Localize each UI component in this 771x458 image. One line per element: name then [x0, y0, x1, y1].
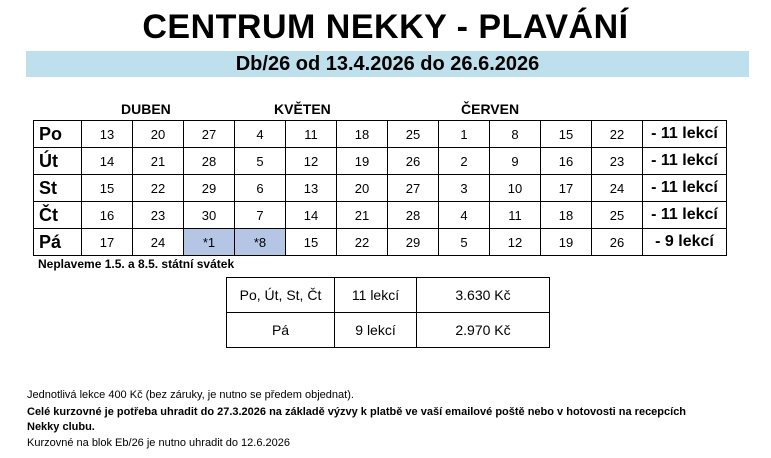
weekday-label: St	[34, 175, 82, 202]
date-cell: 20	[133, 121, 184, 148]
date-cell: 23	[133, 202, 184, 229]
month-label-june: ČERVEN	[461, 101, 520, 117]
weekday-label: Po	[34, 121, 82, 148]
pricing-price: 2.970 Kč	[417, 313, 550, 348]
lesson-count: - 11 lekcí	[643, 148, 727, 175]
pricing-lessons: 11 lekcí	[335, 278, 417, 313]
date-cell: 2	[439, 148, 490, 175]
date-cell: 3	[439, 175, 490, 202]
pricing-days: Po, Út, St, Čt	[227, 278, 335, 313]
date-cell: 21	[337, 202, 388, 229]
schedule-row	[34, 121, 727, 148]
date-cell: 15	[286, 229, 337, 256]
pricing-days: Pá	[227, 313, 335, 348]
date-cell: 4	[439, 202, 490, 229]
weekday-label: Pá	[34, 229, 82, 256]
date-cell: 23	[592, 148, 643, 175]
schedule-row	[34, 202, 727, 229]
date-cell: 22	[592, 121, 643, 148]
date-cell: 18	[541, 202, 592, 229]
date-cell: 14	[82, 148, 133, 175]
date-cell: 15	[541, 121, 592, 148]
pricing-lessons: 9 lekcí	[335, 313, 417, 348]
date-cell: 27	[184, 121, 235, 148]
date-cell: 8	[490, 121, 541, 148]
holiday-date-cell: *1	[184, 229, 235, 256]
footer-single-lesson: Jednotlivá lekce 400 Kč (bez záruky, je nutno se předem objednat).	[27, 389, 354, 401]
pricing-row	[227, 278, 550, 313]
pricing-table	[226, 277, 550, 348]
date-cell: 15	[82, 175, 133, 202]
footer-payment-deadline-cont: Nekky clubu.	[27, 421, 95, 433]
date-cell: 24	[133, 229, 184, 256]
date-cell: 7	[235, 202, 286, 229]
date-cell: 19	[541, 229, 592, 256]
month-header-row	[0, 101, 771, 119]
date-cell: 5	[235, 148, 286, 175]
date-cell: 5	[439, 229, 490, 256]
date-cell: 30	[184, 202, 235, 229]
date-cell: 25	[388, 121, 439, 148]
pricing-row	[227, 313, 550, 348]
schedule-row	[34, 148, 727, 175]
date-cell: 22	[133, 175, 184, 202]
date-cell: 25	[592, 202, 643, 229]
date-cell: 19	[337, 148, 388, 175]
lesson-count: - 11 lekcí	[643, 175, 727, 202]
lesson-count: - 11 lekcí	[643, 202, 727, 229]
date-cell: 6	[235, 175, 286, 202]
holiday-date-cell: *8	[235, 229, 286, 256]
date-cell: 10	[490, 175, 541, 202]
holiday-note: Neplaveme 1.5. a 8.5. státní svátek	[38, 257, 235, 271]
date-cell: 29	[388, 229, 439, 256]
weekday-label: Čt	[34, 202, 82, 229]
date-cell: 24	[592, 175, 643, 202]
date-cell: 17	[82, 229, 133, 256]
schedule-table	[33, 120, 727, 256]
date-cell: 22	[337, 229, 388, 256]
date-cell: 12	[490, 229, 541, 256]
date-cell: 1	[439, 121, 490, 148]
term-banner: Db/26 od 13.4.2026 do 26.6.2026	[26, 51, 749, 77]
date-cell: 28	[388, 202, 439, 229]
date-cell: 16	[82, 202, 133, 229]
date-cell: 17	[541, 175, 592, 202]
weekday-label: Út	[34, 148, 82, 175]
date-cell: 27	[388, 175, 439, 202]
date-cell: 12	[286, 148, 337, 175]
date-cell: 9	[490, 148, 541, 175]
footer-payment-deadline: Celé kurzovné je potřeba uhradit do 27.3.2026 na základě výzvy k platbě ve vaší emailové poště nebo v hotovosti na recepcích	[27, 406, 687, 418]
date-cell: 28	[184, 148, 235, 175]
date-cell: 26	[592, 229, 643, 256]
month-label-may: KVĚTEN	[274, 101, 331, 117]
date-cell: 4	[235, 121, 286, 148]
date-cell: 20	[337, 175, 388, 202]
date-cell: 21	[133, 148, 184, 175]
date-cell: 11	[490, 202, 541, 229]
date-cell: 18	[337, 121, 388, 148]
lesson-count: - 11 lekcí	[643, 121, 727, 148]
date-cell: 14	[286, 202, 337, 229]
date-cell: 13	[82, 121, 133, 148]
schedule-row	[34, 229, 727, 256]
page-title: CENTRUM NEKKY - PLAVÁNÍ	[142, 8, 629, 46]
date-cell: 13	[286, 175, 337, 202]
month-label-april: DUBEN	[121, 101, 171, 117]
pricing-price: 3.630 Kč	[417, 278, 550, 313]
date-cell: 26	[388, 148, 439, 175]
footer-next-block: Kurzovné na blok Eb/26 je nutno uhradit do 12.6.2026	[27, 437, 290, 449]
date-cell: 11	[286, 121, 337, 148]
lesson-count: - 9 lekcí	[643, 229, 727, 256]
date-cell: 16	[541, 148, 592, 175]
schedule-row	[34, 175, 727, 202]
date-cell: 29	[184, 175, 235, 202]
